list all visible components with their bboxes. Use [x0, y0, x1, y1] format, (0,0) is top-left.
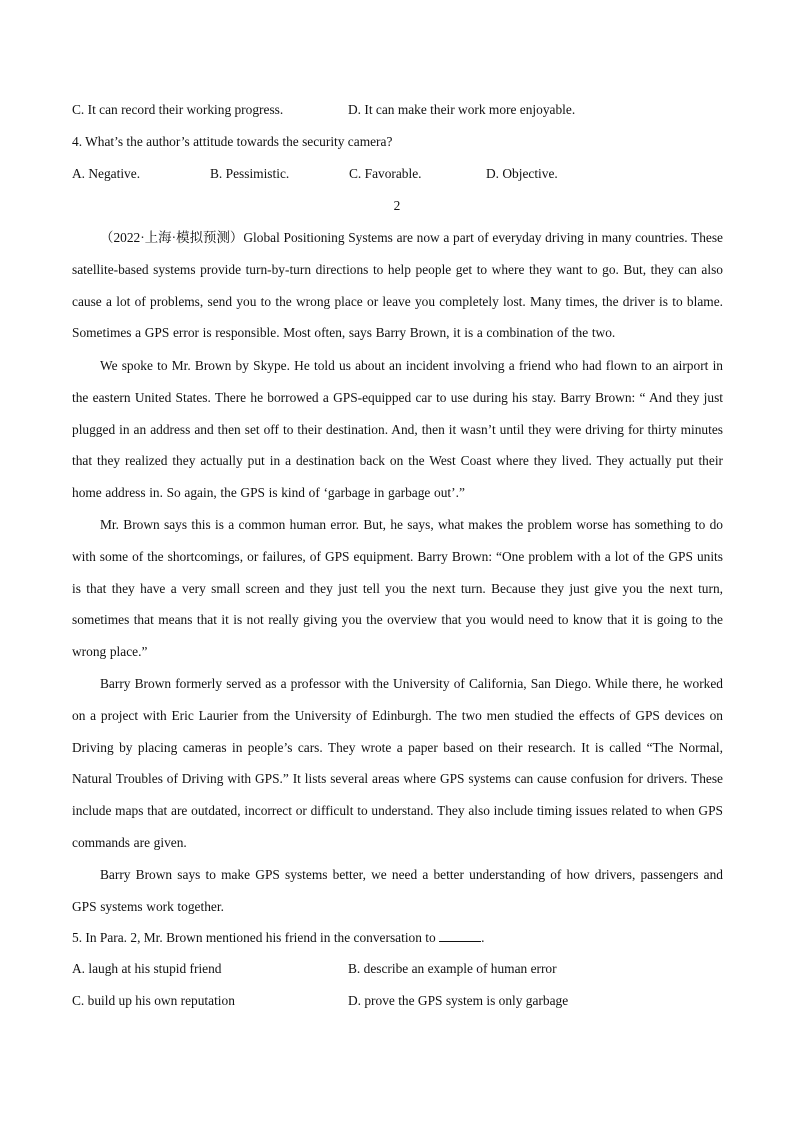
q4-option-a: A. Negative.: [72, 166, 141, 181]
option-c: C. It can record their working progress.: [72, 102, 284, 117]
paragraph-5: Barry Brown says to make GPS systems better, we need a better understanding of how drivers, passengers and GPS systems work together.: [72, 867, 723, 914]
paragraph-4: Barry Brown formerly served as a professor with the University of California, San Diego. While there, he worked on a project with Eric Laurier from the University of Edinburgh. The two men studied the effects of GPS devices on Driving by placing cameras in people’s cars. They wrote a paper based on their research. It is called “The Normal, Natural Troubles of Driving with GPS.” It lists several areas where GPS systems can cause confusion for drivers. These include maps that are outdated, incorrect or difficult to understand. They also include timing issues related to when GPS commands are given.: [72, 676, 723, 850]
answer-blank: [439, 928, 481, 942]
q5-option-d: D. prove the GPS system is only garbage: [348, 993, 569, 1008]
q4-option-c: C. Favorable.: [349, 166, 422, 181]
paragraph-1: （2022·上海·模拟预测）Global Positioning Systems are now a part of everyday driving in many countries. These satellite-based systems provide turn-by-turn directions to help people get to where they want to go. But, they can also cause a lot of problems, send you to the wrong place or leave you completely lost. Many times, the driver is to blame. Sometimes a GPS error is responsible. Most often, says Barry Brown, it is a combination of the two.: [72, 230, 723, 341]
q5-option-c: C. build up his own reputation: [72, 993, 235, 1008]
q4-option-b: B. Pessimistic.: [210, 166, 290, 181]
paragraph-2: We spoke to Mr. Brown by Skype. He told us about an incident involving a friend who had flown to an airport in the eastern United States. There he borrowed a GPS-equipped car to use during his stay. Barry Brown: “ And they just plugged in an address and then set off to their destination. And, then it wasn’t until they were driving for thirty minutes that they realized they actually put in a destination back on the West Coast where they lived. They actually put their home address in. So again, the GPS is kind of ‘garbage in garbage out’.”: [72, 358, 723, 501]
question-5-text: 5. In Para. 2, Mr. Brown mentioned his friend in the conversation to: [72, 930, 436, 945]
question-5-end: .: [481, 930, 485, 945]
q5-option-a: A. laugh at his stupid friend: [72, 961, 222, 976]
q5-option-b: B. describe an example of human error: [348, 961, 557, 976]
paragraph-3: Mr. Brown says this is a common human error. But, he says, what makes the problem worse has something to do with some of the shortcomings, or failures, of GPS equipment. Barry Brown: “One problem with a lot of the GPS units is that they have a very small screen and they just tell you the next turn. Because they just give you the next turn, sometimes that means that it is not really giving you the overview that you would need to know that it is going to the wrong place.”: [72, 517, 723, 660]
question-4-stem: 4. What’s the author’s attitude towards the security camera?: [72, 134, 393, 149]
q4-option-d: D. Objective.: [486, 166, 558, 181]
option-d: D. It can make their work more enjoyable.: [348, 102, 576, 117]
passage-number: 2: [393, 198, 401, 213]
question-5-stem: [72, 928, 484, 947]
